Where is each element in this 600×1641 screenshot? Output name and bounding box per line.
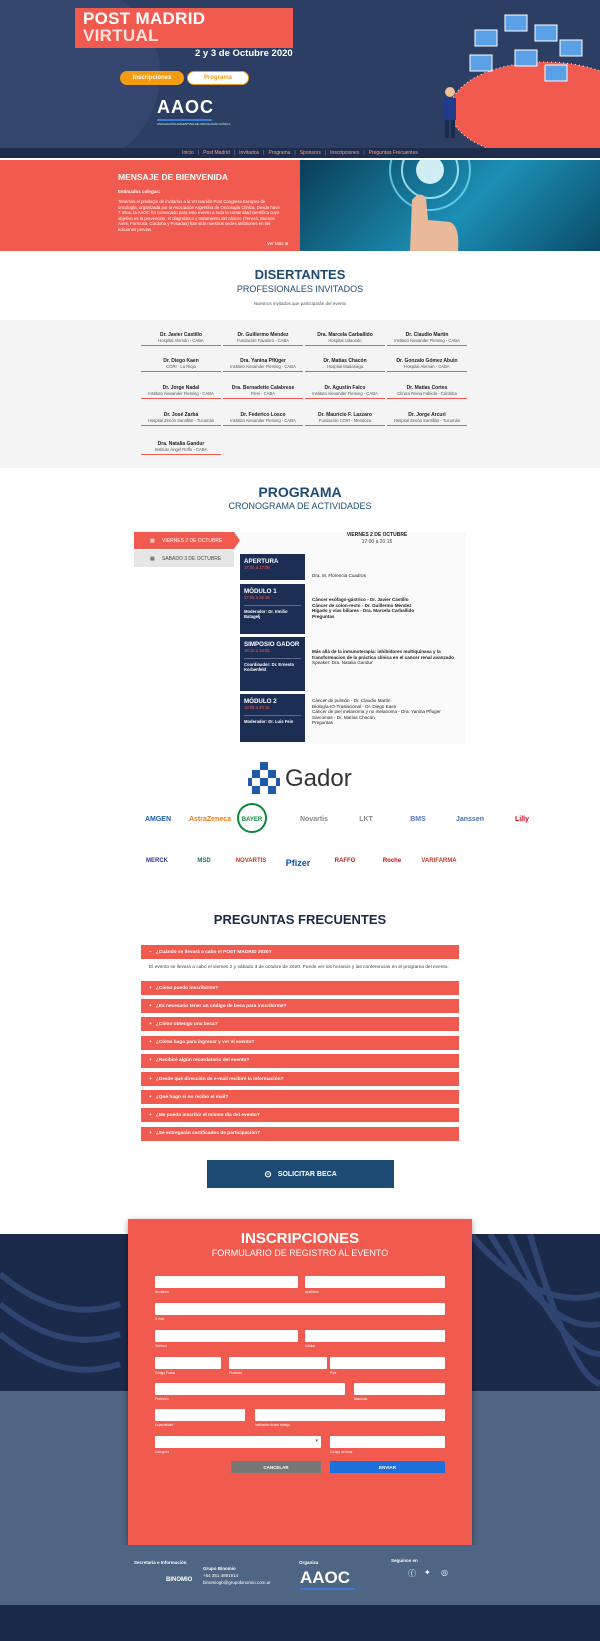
- desc-line: Cáncer esófago-gástrico - Dr. Javier Castillo: [312, 597, 409, 602]
- faq-question: ¿Desde qué dirección de e-mail recibiré la información?: [155, 1076, 284, 1082]
- sponsor-logo: BAYER: [237, 803, 267, 833]
- speaker-card: [141, 332, 221, 346]
- faq-item[interactable]: [141, 1017, 459, 1031]
- categoria-select[interactable]: [155, 1436, 321, 1448]
- welcome-greeting: Estimados colegas:: [118, 189, 161, 194]
- speaker-hospital: Clínica Reina Fabiola - Córdoba: [397, 391, 457, 396]
- sponsor-logo: NOVARTIS: [235, 858, 267, 864]
- speaker-name: Dr. Diego Kaen: [163, 358, 199, 364]
- welcome-image: [300, 160, 600, 251]
- desc-line: Dra. M. Florencia Cuadros: [312, 573, 366, 578]
- footer-bottom: [0, 1605, 600, 1641]
- plus-icon: +: [149, 1058, 152, 1064]
- speaker-card: [223, 412, 303, 426]
- footer-secretaria-label: Secretaría e Información: [134, 1560, 187, 1565]
- speaker-name: Dr. Jorge Nadal: [162, 385, 200, 391]
- program-title: PROGRAMA: [258, 484, 342, 500]
- calendar-icon: ▦: [150, 537, 155, 544]
- speaker-hospital: Hospital Zenón Santillán - Tucumán: [393, 418, 461, 423]
- ver-mas-label: Ver Más: [267, 241, 284, 246]
- speaker-card: [305, 358, 385, 372]
- faq-question: ¿Cómo hago para ingresar y ver el evento?: [155, 1040, 255, 1046]
- main-nav: Inicio | Post Madrid | Invitados | Programa | Sponsors | Inscripciones | Preguntas Frecuentes: [0, 148, 600, 158]
- speaker-hospital: Hospital Madariaga: [326, 364, 364, 369]
- speaker-card: [223, 358, 303, 372]
- footer-phone: +54 351 4891914: [203, 1573, 239, 1578]
- profesion-input[interactable]: [155, 1383, 345, 1395]
- speaker-hospital: CORI - La Rioja: [166, 364, 196, 369]
- footer-company: Grupo Binomio: [203, 1566, 236, 1571]
- block-title: SIMPOSIO GADOR: [244, 641, 300, 648]
- speaker-name: Dr. Agustín Falco: [324, 385, 366, 391]
- gador-logo-text: Gador: [285, 765, 352, 792]
- faq-item[interactable]: [141, 1036, 459, 1050]
- sponsor-logo: AstraZeneca: [188, 816, 232, 823]
- speaker-name: Dra. Natalia Gandur: [157, 441, 205, 447]
- speaker-card: [305, 332, 385, 346]
- desc-line: Cáncer de colon-recto - Dr. Guillermo Mendez: [312, 602, 412, 608]
- provincia-label: Provincia: [229, 1371, 243, 1375]
- sponsor-logo: LKT: [359, 816, 373, 823]
- welcome-section: [0, 160, 300, 251]
- speakers-intro: Nuestros invitados que participarán del evento: [253, 301, 347, 306]
- title-line-2: VIRTUAL: [83, 26, 159, 45]
- binomio-logo: BINOMIO: [166, 1577, 193, 1583]
- footer-aaoc-line: [300, 1588, 355, 1590]
- plus-icon: +: [149, 985, 152, 991]
- calendar-icon: ▦: [150, 555, 155, 562]
- cancel-button[interactable]: CANCELAR: [231, 1461, 321, 1473]
- nav-invitados[interactable]: Invitados: [239, 150, 260, 156]
- speaker-card: [387, 358, 467, 372]
- footer-organiza-label: Organiza: [299, 1560, 319, 1565]
- speakers-title: DISERTANTES: [254, 267, 346, 282]
- form-subtitle: FORMULARIO DE REGISTRO AL EVENTO: [211, 1248, 389, 1258]
- desc-line: Speaker: Dra. Natalia Gandur: [312, 660, 373, 665]
- speaker-name: Dr. Matías Chacón: [323, 358, 367, 364]
- speaker-hospital: Fundación Favaloro - CABA: [236, 338, 290, 343]
- pais-label: País: [330, 1371, 337, 1375]
- title-line-1: POST MADRID: [83, 9, 206, 28]
- desc-line: Preguntas: [312, 720, 333, 725]
- desc-line: Biología-IO-Traslacional - Dr. Diego Kaen: [312, 703, 397, 709]
- instagram-icon[interactable]: ◎: [441, 1568, 448, 1577]
- block-simposio: [240, 637, 305, 691]
- speaker-card: [141, 441, 221, 455]
- footer-social-label: Seguinos en: [391, 1558, 418, 1563]
- block-title: APERTURA: [244, 558, 279, 565]
- sponsor-logo: AMGEN: [144, 816, 172, 823]
- institucion-input[interactable]: [255, 1409, 445, 1421]
- speaker-hospital: Instituto Alexander Fleming - CABA: [312, 391, 378, 396]
- footer-email[interactable]: binomiogb@grupobinomio.com.ar: [203, 1580, 271, 1585]
- categoria-label: Categoría: [155, 1450, 169, 1454]
- plus-icon: +: [149, 1003, 152, 1009]
- nombre-input[interactable]: [155, 1276, 298, 1288]
- speaker-hospital: Hospital Alemán - CABA: [404, 364, 450, 369]
- tab-day-2-label: SABADO 3 DE OCTUBRE: [162, 555, 222, 562]
- sponsor-logo: BMS: [410, 816, 426, 823]
- speaker-name: Dra. Marcela Carballido: [317, 332, 373, 338]
- faq-item[interactable]: [141, 981, 459, 995]
- nav-sponsors[interactable]: Sponsors: [299, 150, 321, 156]
- chevron-down-icon: ▾: [315, 1438, 318, 1444]
- sponsor-logo: Janssen: [455, 816, 485, 823]
- faq-item[interactable]: [141, 1127, 459, 1141]
- speaker-card: [141, 358, 221, 372]
- speaker-hospital: Fundación COIR - Mendoza: [318, 418, 372, 423]
- block-modulo-2: [240, 694, 305, 742]
- pais-input[interactable]: [330, 1357, 445, 1369]
- nav-programa[interactable]: Programa: [268, 150, 291, 156]
- sponsor-logo: Lilly: [514, 816, 529, 823]
- codigo-postal-input[interactable]: [155, 1357, 221, 1369]
- speakers-subtitle: PROFESIONALES INVITADOS: [236, 284, 364, 294]
- block-moderator: Coordinador: Dr. Ernesto Korbenfeld: [244, 658, 301, 672]
- speaker-name: Dr. Matías Cortes: [406, 385, 448, 391]
- speaker-card: [141, 385, 221, 399]
- codigo-postal-label: Código Postal: [155, 1371, 175, 1375]
- apellido-label: Apellido/s: [305, 1290, 319, 1294]
- speaker-name: Dr. Mauricio F. Lazzaro: [318, 412, 372, 418]
- program-subtitle: CRONOGRAMA DE ACTIVIDADES: [228, 501, 372, 511]
- especialidad-input[interactable]: [155, 1409, 245, 1421]
- apellido-input[interactable]: [305, 1276, 445, 1288]
- ver-mas-link[interactable]: [267, 241, 289, 247]
- desc-line: Sarcomas - Dr. Matías Chacón: [312, 714, 375, 720]
- faq-question: ¿Se entregarán certificados de participación?: [155, 1131, 261, 1137]
- block-time: 18:55 a 20:15: [244, 705, 270, 710]
- faq-question: ¿Cómo obtengo una beca?: [155, 1021, 218, 1027]
- schedule-day: VIERNES 2 DE OCTUBRE: [346, 532, 408, 538]
- speaker-name: Dr. Claudio Martin: [405, 332, 449, 338]
- gador-icon: [248, 762, 280, 794]
- solicitar-beca-button[interactable]: [207, 1160, 394, 1188]
- block-time: 18:15 a 18:55: [244, 648, 270, 653]
- sponsor-logo: Roche: [382, 858, 402, 864]
- sponsor-logo: Novartis: [299, 816, 328, 823]
- codigo-beca-input[interactable]: [330, 1436, 445, 1448]
- plus-icon: +: [149, 1076, 152, 1082]
- faq-question: ¿Qué hago si no recibo el mail?: [155, 1094, 229, 1100]
- speaker-card: [141, 412, 221, 426]
- faq-open-item[interactable]: [141, 945, 459, 959]
- nav-inicio[interactable]: Inicio: [182, 150, 194, 156]
- beca-label: SOLICITAR BECA: [277, 1170, 337, 1178]
- block-time: 17:05 a 18:15: [244, 595, 270, 600]
- send-button[interactable]: ENVIAR: [330, 1461, 445, 1473]
- faq-answer: El evento se llevará a cabo el viernes 2 y sábado 3 de octubre de 2020. Puede ver los horarios y las conferencias en el programa del evento.: [149, 965, 449, 970]
- speaker-name: Dr. Javier Castillo: [160, 332, 202, 338]
- nav-post-madrid[interactable]: Post Madrid: [203, 150, 230, 156]
- aaoc-logo: [157, 97, 230, 126]
- speaker-hospital: Instituto Alexander Fleming - CABA: [230, 364, 296, 369]
- block-desc: [312, 698, 467, 726]
- faq-item[interactable]: [141, 1090, 459, 1104]
- faq-question: ¿Cómo puedo inscribirme?: [155, 985, 219, 991]
- tab-day-2[interactable]: [134, 550, 234, 567]
- desc-line: Hígado y vías biliares - Dra. Marcela Carballido: [312, 608, 415, 613]
- block-desc: [312, 573, 467, 579]
- faq-item[interactable]: [141, 1054, 459, 1068]
- speaker-card: [305, 385, 385, 399]
- faq-title: PREGUNTAS FRECUENTES: [213, 912, 387, 927]
- block-title: MÓDULO 2: [244, 698, 277, 705]
- faq-item[interactable]: [141, 999, 459, 1013]
- speaker-card: [387, 412, 467, 426]
- speaker-card: [223, 385, 303, 399]
- email-input[interactable]: [155, 1303, 445, 1315]
- sponsor-logo: MERCK: [146, 858, 168, 864]
- speaker-hospital: Instituto Ángel Roffo - CABA: [154, 447, 208, 452]
- speaker-hospital: Hospital Udaondo: [328, 338, 362, 343]
- footer-aaoc-logo: AAOC: [300, 1568, 351, 1587]
- check-circle-icon: ⊙: [264, 1168, 272, 1179]
- faq-question: ¿Cuándo se llevará a cabo el POST MADRID 2020?: [155, 949, 272, 955]
- desc-line: Cáncer de pulmón - Dr. Claudio Martin: [312, 698, 391, 703]
- codigo-beca-label: Código de beca: [330, 1450, 353, 1454]
- speaker-card: [305, 412, 385, 426]
- matricula-input[interactable]: [354, 1383, 445, 1395]
- tab-day-1[interactable]: [134, 532, 234, 549]
- speaker-name: Dr. Jorge Arcuri: [408, 412, 446, 418]
- especialidad-label: Especialidad: [155, 1423, 174, 1427]
- tab-day-1-label: VIERNES 2 DE OCTUBRE: [162, 537, 223, 544]
- welcome-text: Tenemos el privilegio de invitarlos a la VII reunión Post Congreso Europeo de oncología, organizada por la Asociación Argentina de Oncología Clínica. Desde hace 7 años, la AAOC ha convocado para este evento a toda la comunidad científica cuyo objetivo es la prevención, el diagnóstico y tratamiento del cáncer. (Tenerá, Buenos Aires, Formosa, Córdoba y Posadas) han sido nuestros sedes anfitriones en las ediciones previas.: [118, 199, 280, 232]
- nav-preguntas[interactable]: Preguntas Frecuentes: [368, 150, 418, 156]
- block-desc: [312, 597, 467, 619]
- nombre-label: Nombre/s: [155, 1290, 169, 1294]
- plus-icon: +: [149, 1021, 152, 1027]
- programa-button[interactable]: Programa: [187, 71, 249, 85]
- form-title: INSCRIPCIONES: [240, 1230, 360, 1247]
- event-date: 2 y 3 de Octubre 2020: [195, 48, 293, 59]
- speaker-hospital: Instituto Alexander Fleming - CABA: [230, 418, 296, 423]
- plus-icon: +: [149, 1131, 152, 1137]
- plus-icon: +: [149, 1094, 152, 1100]
- hero-banner: [0, 0, 600, 148]
- telefono-input[interactable]: [155, 1330, 298, 1342]
- twitter-icon[interactable]: ✦: [424, 1568, 431, 1577]
- block-apertura: [240, 554, 305, 580]
- celular-label: Celular: [305, 1344, 316, 1348]
- faq-question: ¿Recibiré algún recordatorio del evento?: [155, 1058, 250, 1064]
- touch-screen-illustration: [300, 160, 600, 251]
- provincia-input[interactable]: [229, 1357, 327, 1369]
- speaker-name: Dr. Gonzalo Gómez Abuin: [396, 358, 458, 364]
- sponsor-logo: RAFFO: [334, 858, 356, 864]
- logo-text: AAOC: [157, 97, 214, 117]
- institucion-label: Institución donde trabaja: [255, 1423, 290, 1427]
- inscripciones-button[interactable]: Inscripciones: [120, 71, 184, 85]
- speaker-hospital: Hospital Alemán - CABA: [158, 338, 204, 343]
- desc-line: Cáncer de piel melanoma y no melanoma - Dra. Yanina Pfluger: [312, 709, 441, 714]
- faq-question: ¿Me puedo inscribir el mismo día del evento?: [155, 1112, 260, 1118]
- speaker-card: [223, 332, 303, 346]
- speaker-hospital: Fleni - CABA: [250, 391, 276, 396]
- speaker-card: [387, 385, 467, 399]
- schedule-time: 17:00 a 20:15: [361, 539, 393, 545]
- welcome-title: MENSAJE DE BIENVENIDA: [118, 172, 229, 182]
- speaker-hospital: Instituto Alexander Fleming - CABA: [394, 338, 460, 343]
- profesion-label: Profesión: [155, 1397, 169, 1401]
- plus-icon: +: [149, 1040, 152, 1046]
- plus-icon: ⊕: [284, 241, 289, 246]
- nav-inscripciones[interactable]: Inscripciones: [330, 150, 360, 156]
- desc-line: Preguntas: [312, 613, 335, 619]
- block-modulo-1: [240, 584, 305, 634]
- celular-input[interactable]: [305, 1330, 445, 1342]
- sponsor-logo: Pfizer: [285, 858, 311, 868]
- block-moderator: Moderador: Dr. Luis Fein: [244, 715, 301, 724]
- matricula-label: Matrícula: [354, 1397, 368, 1401]
- speaker-name: Dr. Guillermo Mendez: [237, 332, 289, 338]
- plus-icon: +: [149, 1112, 152, 1118]
- speaker-card: [387, 332, 467, 346]
- speaker-name: Dra. Yanina Pflüger: [240, 358, 286, 364]
- event-title: [75, 8, 293, 48]
- block-title: MÓDULO 1: [244, 588, 277, 595]
- hero-illustration: [430, 10, 600, 148]
- faq-item[interactable]: [141, 1072, 459, 1086]
- telefono-label: Teléfono: [155, 1344, 168, 1348]
- logo-subtext: ASOCIACIÓN ARGENTINA DE ONCOLOGÍA CLÍNICA: [157, 122, 231, 126]
- speaker-hospital: Hospital Zenón Santillán - Tucumán: [147, 418, 215, 423]
- email-label: E-mail: [155, 1317, 165, 1321]
- speaker-name: Dr. Federico Losco: [240, 412, 286, 418]
- sponsor-logo: MSD: [197, 858, 211, 864]
- minus-icon: −: [149, 949, 152, 955]
- block-desc: [312, 649, 467, 666]
- faq-question: ¿Es necesario tener un código de beca para inscribirme?: [155, 1003, 287, 1009]
- speaker-hospital: Instituto Alexander Fleming - CABA: [148, 391, 214, 396]
- block-moderator: Moderador: Dr. Emilio Batagelj: [244, 605, 301, 619]
- registration-form: [128, 1219, 472, 1545]
- desc-line: Más allá de la inmunoterapia: inhibidores multiquinasa y la transformacion de la práctica clínica en el cancer renal avanzado: [312, 649, 454, 660]
- faq-item[interactable]: [141, 1108, 459, 1122]
- block-time: 17:00 a 17:05: [244, 565, 270, 570]
- facebook-icon[interactable]: ⓕ: [408, 1569, 416, 1578]
- sponsor-logo: VARIFARMA: [421, 858, 457, 864]
- speaker-name: Dra. Bernadette Calabrese: [231, 385, 295, 391]
- speaker-name: Dr. José Zarbá: [163, 412, 199, 418]
